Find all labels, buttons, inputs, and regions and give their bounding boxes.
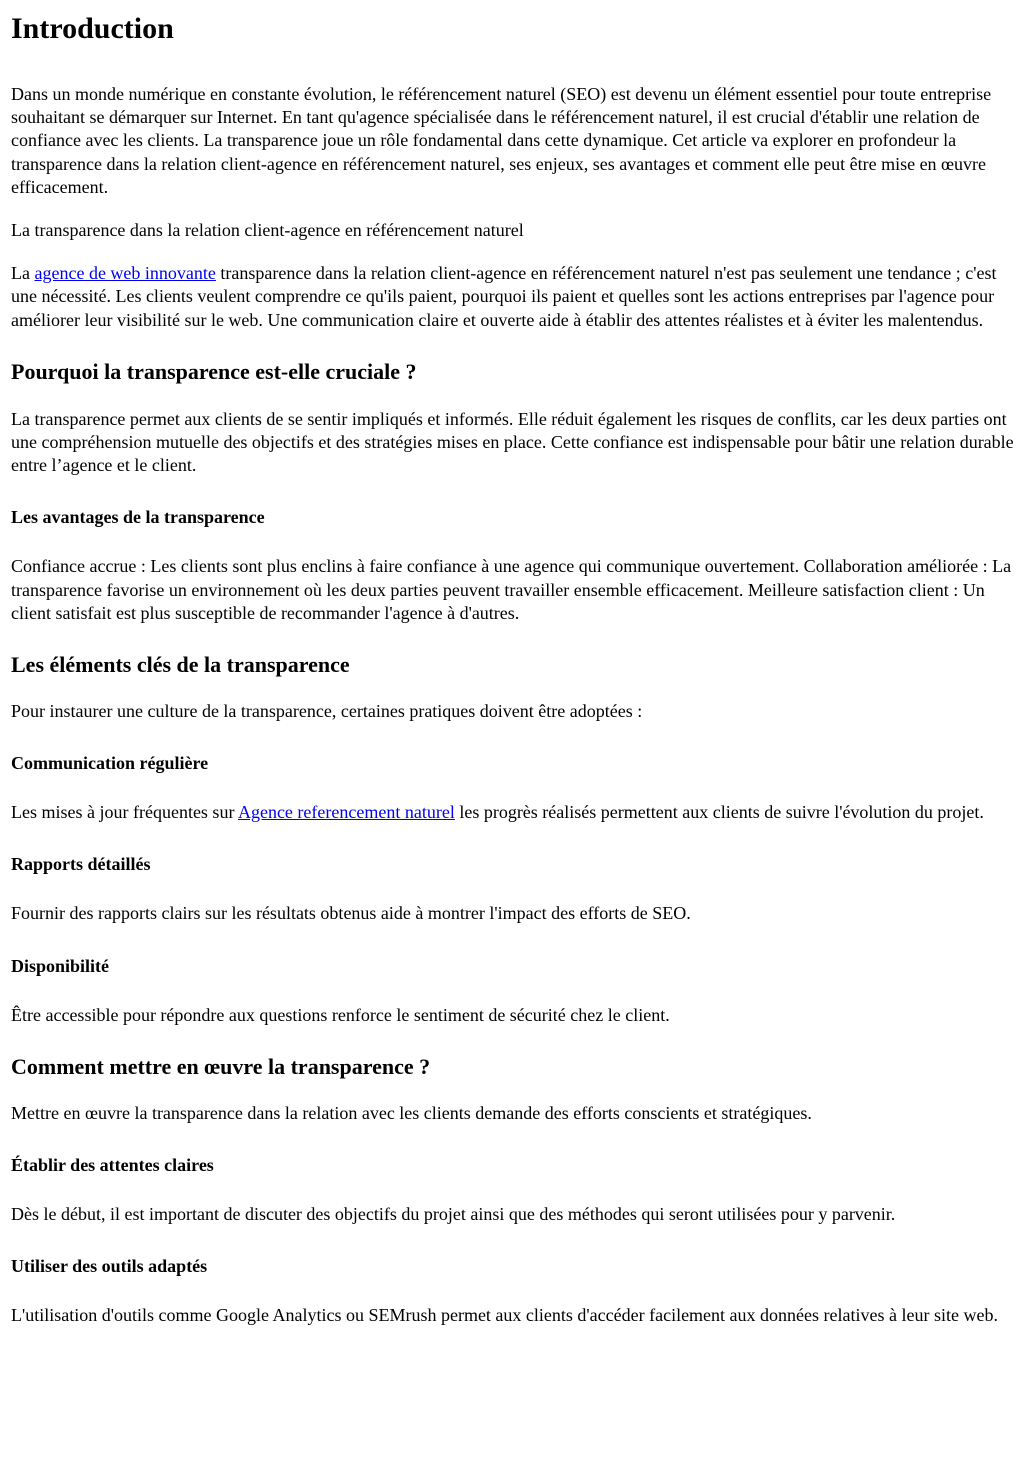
communication-paragraph <box>11 801 1014 824</box>
implementation-heading: Comment mettre en œuvre la transparence ? <box>11 1053 431 1079</box>
article <box>0 12 1024 1327</box>
agence-referencement-naturel-link[interactable]: Agence referencement naturel <box>237 802 455 823</box>
key-elements-intro: Pour instaurer une culture de la transparence, certaines pratiques doivent être adoptées : <box>11 701 643 722</box>
advantages-heading: Les avantages de la transparence <box>11 507 265 528</box>
advantages-paragraph: Confiance accrue : Les clients sont plus enclins à faire confiance à une agence qui communique ouvertement. Collaboration améliorée : La transparence favorise un environnement où les deux parties peuvent travailler ensemble efficacement. Meilleure satisfaction client : Un client satisfait est plus susceptible de recommander l'agence à d'autres. <box>11 556 1012 623</box>
page-title: Introduction <box>11 12 174 45</box>
availability-heading: Disponibilité <box>11 955 110 976</box>
expectations-heading: Établir des attentes claires <box>11 1155 214 1176</box>
why-heading: Pourquoi la transparence est-elle cruciale ? <box>11 358 417 384</box>
section-lead-paragraph: La transparence dans la relation client-agence en référencement naturel <box>11 220 524 241</box>
agency-paragraph-start: La <box>11 263 35 284</box>
availability-paragraph: Être accessible pour répondre aux questions renforce le sentiment de sécurité chez le client. <box>11 1004 670 1025</box>
tools-paragraph: L'utilisation d'outils comme Google Analytics ou SEMrush permet aux clients d'accéder facilement aux données relatives à leur site web. <box>11 1305 998 1326</box>
key-elements-heading: Les éléments clés de la transparence <box>11 652 350 678</box>
agence-web-innovante-link[interactable]: agence de web innovante <box>34 263 216 284</box>
tools-heading: Utiliser des outils adaptés <box>11 1256 208 1277</box>
expectations-paragraph: Dès le début, il est important de discuter des objectifs du projet ainsi que des méthodes qui seront utilisées pour y parvenir. <box>11 1204 896 1225</box>
agency-paragraph <box>11 262 1014 332</box>
reports-paragraph: Fournir des rapports clairs sur les résultats obtenus aide à montrer l'impact des efforts de SEO. <box>11 903 691 924</box>
communication-paragraph-start: Les mises à jour fréquentes sur <box>11 802 238 823</box>
communication-heading: Communication régulière <box>11 753 209 774</box>
implementation-intro: Mettre en œuvre la transparence dans la relation avec les clients demande des efforts conscients et stratégiques. <box>11 1102 812 1123</box>
communication-paragraph-end: les progrès réalisés permettent aux clients de suivre l'évolution du projet. <box>454 802 984 823</box>
agency-paragraph-end: transparence dans la relation client-agence en référencement naturel n'est pas seulement une tendance ; c'est une nécessité. Les clients veulent comprendre ce qu'ils paient, pourquoi ils paient et quelles sont les actions entreprises par l'agence pour améliorer leur visibilité sur le web. Une communication claire et ouverte aide à établir des attentes réalistes et à éviter les malentendus. <box>11 263 997 330</box>
why-paragraph: La transparence permet aux clients de se sentir impliqués et informés. Elle réduit également les risques de conflits, car les deux parties ont une compréhension mutuelle des objectifs et des stratégies mises en place. Cette confiance est indispensable pour bâtir une relation durable entre l’agence et le client. <box>11 408 1014 476</box>
reports-heading: Rapports détaillés <box>11 854 151 875</box>
intro-paragraph: Dans un monde numérique en constante évolution, le référencement naturel (SEO) est devenu un élément essentiel pour toute entreprise souhaitant se démarquer sur Internet. En tant qu'agence spécialisée dans le référencement naturel, il est crucial d'établir une relation de confiance avec les clients. La transparence joue un rôle fondamental dans cette dynamique. Cet article va explorer en profondeur la transparence dans la relation client-agence en référencement naturel, ses enjeux, ses avantages et comment elle peut être mise en œuvre efficacement. <box>11 84 992 197</box>
